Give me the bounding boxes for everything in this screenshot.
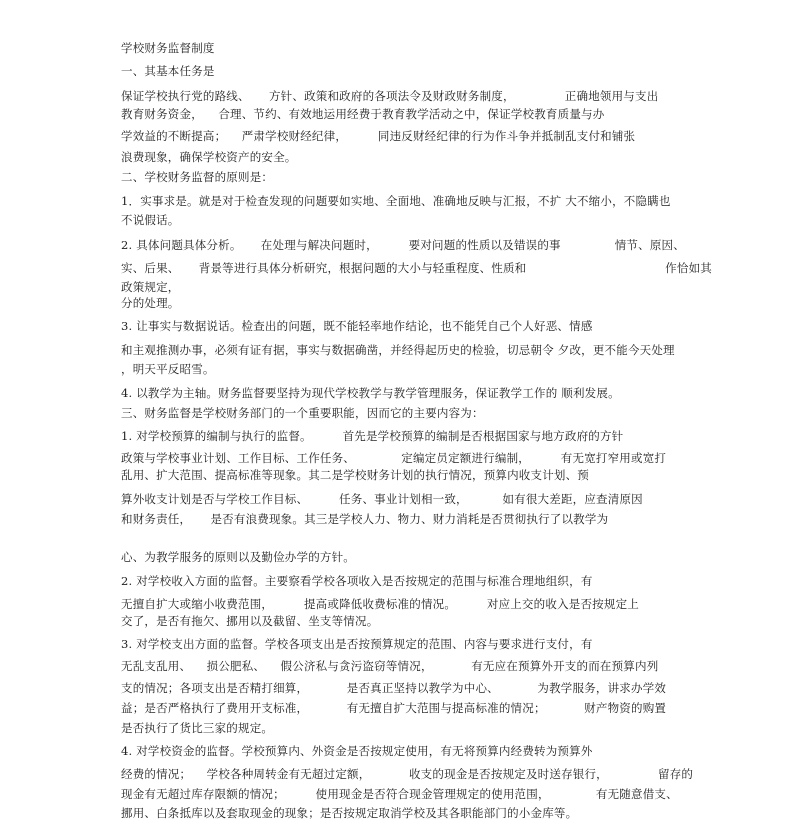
- paragraph-line: 教育财务资金， 合理、节约、有效地运用经费于教育教学活动之中，保证学校教育质量与办: [121, 107, 605, 121]
- paragraph-line: 1. 对学校预算的编制与执行的监督。 首先是学校预算的编制是否根据国家与地方政府的方针: [121, 429, 624, 443]
- paragraph-line: 交了，是否有拖欠、挪用以及截留、坐支等情况。: [121, 614, 379, 628]
- paragraph-line: 学效益的不断提高； 严肃学校财经纪律， 同违反财经纪律的行为作斗争并抵制乱支付和铺张: [121, 129, 636, 143]
- document-title: 学校财务监督制度: [121, 41, 215, 55]
- paragraph-line: 是否执行了货比三家的规定。: [121, 721, 274, 735]
- paragraph-line: 3. 对学校支出方面的监督。学校各项支出是否按预算规定的范围、内容与要求进行支付，有: [121, 637, 593, 651]
- paragraph-line: 2. 对学校收入方面的监督。主要察看学校各项收入是否按规定的范围与标准合理地组织，有: [121, 574, 593, 588]
- paragraph-line: 2. 具体问题具体分析。 在处理与解决问题时， 要对问题的性质以及错误的事 情节、原因、: [121, 238, 685, 252]
- paragraph-line: 和主观推测办事，必须有证有据，事实与数据确凿，并经得起历史的检验，切忌朝令 夕改，更不能今天处理: [121, 343, 675, 357]
- paragraph-line: 政策规定，: [121, 280, 180, 294]
- paragraph-line: 益；是否严格执行了费用开支标准， 有无擅自扩大范围与提高标准的情况； 财产物资的购置: [121, 701, 667, 715]
- paragraph-line: 分的处理。: [121, 296, 180, 310]
- paragraph-line: 支的情况；各项支出是否精打细算， 是否真正坚持以教学为中心、 为教学服务，讲求办学效: [121, 681, 667, 695]
- paragraph-line: 4. 对学校资金的监督。学校预算内、外资金是否按规定使用，有无将预算内经费转为预算外: [121, 744, 593, 758]
- paragraph-line: 乱用、扩大范围、提高标准等现象。其二是学校财务计划的执行情况，预算内收支计划、预: [121, 468, 589, 482]
- paragraph-line: 实、后果、 背景等进行具体分析研究，根据问题的大小与轻重程度、性质和 作恰如其: [121, 261, 712, 275]
- paragraph-line: 保证学校执行党的路线、 方针、政策和政府的各项法令及财政财务制度， 正确地领用与支出: [121, 89, 659, 103]
- paragraph-line: 算外收支计划是否与学校工作目标、 任务、事业计划相一致， 如有很大差距，应查清原因: [121, 492, 643, 506]
- section-heading-3: 三、财务监督是学校财务部门的一个重要职能，因而它的主要内容为：: [121, 406, 484, 420]
- paragraph-line: 1．实事求是。就是对于检查发现的问题要如实地、全面地、准确地反映与汇报，不扩 大不缩小，不隐瞒也: [121, 194, 671, 208]
- paragraph-line: 政策与学校事业计划、工作目标、工作任务、 定编定员定额进行编制， 有无宽打窄用或宽打: [121, 451, 667, 465]
- paragraph-line: ，明天平反昭雪。: [121, 362, 215, 376]
- paragraph-line: 经费的情况； 学校各种周转金有无超过定额， 收支的现金是否按规定及时送存银行， 留存的: [121, 767, 694, 781]
- paragraph-line: 不说假话。: [121, 213, 180, 227]
- paragraph-line: 和财务责任， 是否有浪费现象。其三是学校人力、物力、财力消耗是否贯彻执行了以教学为: [121, 512, 609, 526]
- paragraph-line: 现金有无超过库存限额的情况； 使用现金是否符合现金管理规定的使用范围， 有无随意借支、: [121, 787, 678, 801]
- paragraph-line: 浪费现象，确保学校资产的安全。: [121, 150, 297, 164]
- paragraph-line: 3. 让事实与数据说话。检查出的问题，既不能轻率地作结论，也不能凭自己个人好恶、情感: [121, 319, 593, 333]
- paragraph-line: 挪用、白条抵库以及套取现金的现象；是否按规定取消学校及其各职能部门的小金库等。: [121, 806, 578, 820]
- paragraph-line: 心、为教学服务的原则以及勤俭办学的方针。: [121, 550, 355, 564]
- paragraph-line: 无擅自扩大或缩小收费范围， 提高或降低收费标准的情况。 对应上交的收入是否按规定上: [121, 597, 639, 611]
- paragraph-line: 4. 以教学为主轴。财务监督要坚持为现代学校教学与教学管理服务，保证教学工作的 顺利发展。: [121, 386, 620, 400]
- section-heading-1: 一、其基本任务是: [121, 64, 215, 78]
- section-heading-2: 二、学校财务监督的原则是：: [121, 170, 274, 184]
- paragraph-line: 无乱支乱用、 损公肥私、 假公济私与贪污盗窃等情况， 有无应在预算外开支的而在预算内列: [121, 659, 659, 673]
